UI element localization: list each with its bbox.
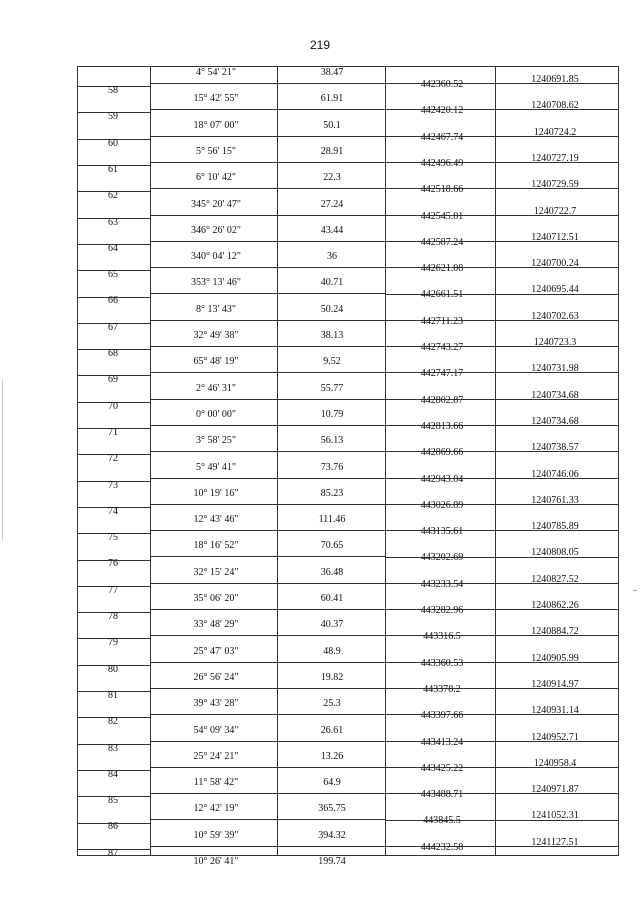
easting-cell: 1240734.68 — [531, 389, 579, 401]
point-number-cell: 63 — [108, 216, 118, 228]
table-row-rule — [150, 215, 385, 216]
table-row-rule — [77, 855, 618, 856]
table-row-rule — [150, 504, 385, 505]
point-number-cell: 77 — [108, 584, 118, 596]
easting-cell: 1240691.85 — [531, 74, 579, 85]
distance-cell: 56.13 — [320, 435, 344, 447]
point-number-cell: 71 — [108, 426, 118, 438]
point-number-cell: 81 — [108, 689, 118, 701]
table-row-rule — [150, 425, 385, 426]
easting-cell: 1240971.87 — [531, 784, 579, 796]
margin-scan-mark — [633, 590, 637, 591]
table-row-rule — [150, 530, 385, 531]
table-row-rule — [150, 688, 385, 689]
point-number-cell: 73 — [108, 479, 118, 491]
table-row-rule — [150, 583, 385, 584]
northing-cell: 442869.66 — [420, 447, 464, 459]
northing-cell: 443316.5 — [423, 631, 461, 643]
bearing-cell: 35° 06' 20" — [193, 593, 239, 604]
easting-cell: 1240746.06 — [531, 468, 579, 480]
bearing-cell: 25° 24' 21" — [193, 750, 239, 762]
distance-cell: 10.79 — [320, 408, 344, 420]
table-row-rule — [150, 83, 385, 84]
table-row-rule — [150, 819, 385, 820]
northing-cell: 442621.08 — [420, 263, 464, 275]
point-number-cell: 86 — [108, 821, 118, 833]
point-number-cell: 61 — [108, 163, 118, 175]
northing-cell: 442467.74 — [420, 131, 464, 143]
northing-cell: 442545.01 — [420, 210, 464, 222]
northing-cell: 443425.22 — [420, 762, 464, 774]
easting-cell: 1240931.14 — [531, 705, 579, 717]
northing-cell: 443135.61 — [420, 526, 464, 538]
distance-cell: 199.74 — [318, 856, 346, 867]
easting-cell: 1240695.44 — [531, 284, 579, 296]
distance-cell: 22.3 — [323, 172, 341, 184]
table-row-rule — [150, 846, 385, 847]
point-number-cell: 67 — [108, 321, 118, 333]
easting-cell: 1240808.05 — [531, 547, 579, 559]
table-row-rule — [150, 793, 385, 794]
distance-cell: 70.65 — [320, 540, 344, 552]
table-row-rule — [150, 346, 385, 347]
northing-cell: 442711.23 — [420, 315, 464, 327]
point-number-cell: 64 — [108, 242, 118, 254]
northing-cell: 442943.04 — [420, 473, 464, 485]
table-column-rule — [618, 66, 619, 856]
table-row-rule — [150, 556, 385, 557]
northing-cell: 443282.96 — [420, 605, 464, 616]
bearing-cell: 353° 13' 46" — [191, 277, 241, 289]
point-number-cell: 66 — [108, 295, 118, 307]
bearing-cell: 6° 10' 42" — [196, 172, 236, 184]
bearing-cell: 345° 20' 47" — [191, 198, 241, 210]
bearing-cell: 2° 46' 31" — [196, 382, 236, 394]
northing-cell: 443488.71 — [420, 789, 464, 801]
point-number-cell: 70 — [108, 400, 118, 412]
table-row-rule — [150, 767, 385, 768]
easting-cell: 1241127.51 — [531, 836, 579, 848]
table-row-rule — [150, 293, 385, 294]
easting-cell: 1240761.33 — [531, 494, 579, 506]
distance-cell: 38.47 — [320, 67, 344, 78]
distance-cell: 25.3 — [323, 698, 341, 710]
table-row-rule — [150, 399, 385, 400]
easting-cell: 1240724.2 — [533, 126, 577, 138]
distance-cell: 111.46 — [318, 514, 346, 526]
easting-cell: 1240722.7 — [533, 205, 577, 217]
easting-cell: 1240952.71 — [531, 731, 579, 743]
bearing-cell: 10° 26' 41" — [193, 856, 239, 867]
distance-cell: 50.24 — [320, 303, 344, 315]
bearing-cell: 18° 07' 00" — [193, 119, 239, 131]
distance-cell: 36.48 — [320, 566, 344, 578]
point-number-cell: 69 — [108, 374, 118, 386]
point-number-cell: 85 — [108, 795, 118, 807]
northing-cell: 442813.66 — [420, 420, 464, 432]
table-row-rule — [150, 267, 385, 268]
easting-cell: 1240723.3 — [533, 337, 577, 348]
northing-cell: 442802.87 — [420, 394, 464, 406]
point-number-cell: 79 — [108, 637, 118, 649]
distance-cell: 28.91 — [320, 145, 344, 157]
point-number-cell: 80 — [108, 663, 118, 675]
coordinate-table — [77, 66, 618, 867]
distance-cell: 85.23 — [320, 487, 344, 499]
northing-cell: 442496.49 — [420, 157, 464, 169]
point-number-cell: 78 — [108, 611, 118, 622]
easting-cell: 1241052.31 — [531, 810, 579, 822]
table-row-rule — [150, 714, 385, 715]
distance-cell: 60.41 — [320, 593, 344, 604]
bearing-cell: 346° 26' 02" — [191, 224, 241, 236]
northing-cell: 442661.51 — [420, 289, 464, 301]
bearing-cell: 39° 43' 28" — [193, 698, 239, 710]
bearing-cell: 25° 47' 03" — [193, 645, 239, 657]
easting-cell: 1240734.68 — [531, 415, 579, 427]
distance-cell: 26.61 — [320, 724, 344, 736]
bearing-cell: 4° 54' 21" — [196, 67, 236, 78]
northing-cell: 442420.12 — [420, 105, 464, 117]
northing-cell: 443202.69 — [420, 552, 464, 564]
point-number-cell: 68 — [108, 348, 118, 359]
bearing-cell: 3° 58' 25" — [196, 435, 236, 447]
distance-cell: 36 — [327, 251, 337, 263]
table-row-rule — [150, 741, 385, 742]
easting-cell: 1240712.51 — [531, 231, 579, 243]
table-row-rule — [150, 109, 385, 110]
table-row-rule — [150, 372, 385, 373]
northing-cell: 443378.2 — [423, 683, 461, 695]
distance-cell: 40.71 — [320, 277, 344, 289]
easting-cell: 1240729.59 — [531, 179, 579, 191]
northing-cell: 442743.27 — [420, 342, 464, 353]
margin-scan-mark — [2, 380, 3, 540]
table-row-rule — [150, 241, 385, 242]
easting-cell: 1240727.19 — [531, 152, 579, 164]
northing-cell: 442518.66 — [420, 184, 464, 196]
bearing-cell: 8° 13' 43" — [196, 303, 236, 315]
bearing-cell: 33° 48' 29" — [193, 619, 239, 631]
northing-cell: 443360.53 — [420, 657, 464, 669]
point-number-cell: 76 — [108, 558, 118, 570]
bearing-cell: 32° 49' 38" — [193, 330, 239, 341]
point-number-cell: 87 — [108, 847, 118, 859]
table-row-rule — [150, 162, 385, 163]
northing-cell: 442360.52 — [420, 79, 464, 90]
easting-cell: 1240731.98 — [531, 363, 579, 375]
easting-cell: 1240700.24 — [531, 258, 579, 270]
distance-cell: 365.75 — [318, 803, 346, 815]
table-row-rule — [150, 320, 385, 321]
easting-cell: 1240914.97 — [531, 678, 579, 690]
northing-cell: 444232.58 — [420, 841, 464, 853]
point-number-cell: 74 — [108, 505, 118, 517]
distance-cell: 394.32 — [318, 829, 346, 841]
distance-cell: 38.13 — [320, 330, 344, 341]
distance-cell: 48.9 — [323, 645, 341, 657]
point-number-cell: 60 — [108, 137, 118, 149]
distance-cell: 55.77 — [320, 382, 344, 394]
table-column-rule — [385, 66, 386, 856]
table-row-rule — [150, 609, 385, 610]
distance-cell: 9.52 — [323, 356, 341, 368]
easting-cell: 1240884.72 — [531, 626, 579, 638]
bearing-cell: 54° 09' 34" — [193, 724, 239, 736]
easting-cell: 1240702.63 — [531, 310, 579, 322]
bearing-cell: 15° 42' 55" — [193, 93, 239, 105]
point-number-cell: 62 — [108, 190, 118, 202]
northing-cell: 442747.17 — [420, 368, 464, 380]
easting-cell: 1240827.52 — [531, 573, 579, 585]
point-number-cell: 59 — [108, 111, 118, 123]
table-row-rule — [150, 451, 385, 452]
distance-cell: 13.26 — [320, 750, 344, 762]
northing-cell: 443413.24 — [420, 736, 464, 748]
bearing-cell: 5° 56' 15" — [196, 145, 236, 157]
bearing-cell: 18° 16' 52" — [193, 540, 239, 552]
distance-cell: 64.9 — [323, 777, 341, 789]
bearing-cell: 5° 49' 41" — [196, 461, 236, 473]
point-number-cell: 82 — [108, 716, 118, 728]
point-number-cell: 83 — [108, 742, 118, 754]
bearing-cell: 26° 56' 24" — [193, 671, 239, 683]
bearing-cell: 32° 15' 24" — [193, 566, 239, 578]
bearing-cell: 12° 42' 19" — [193, 803, 239, 815]
table-row-rule — [150, 635, 385, 636]
northing-cell: 443845.5 — [423, 815, 461, 827]
bearing-cell: 340° 04' 12" — [191, 251, 241, 263]
easting-cell: 1240905.99 — [531, 652, 579, 664]
distance-cell: 50.1 — [323, 119, 341, 131]
point-number-cell: 72 — [108, 453, 118, 465]
bearing-cell: 65° 48' 19" — [193, 356, 239, 368]
northing-cell: 443026.89 — [420, 499, 464, 511]
easting-cell: 1240958.4 — [533, 757, 577, 769]
easting-cell: 1240738.57 — [531, 442, 579, 454]
table-column-rule — [277, 66, 278, 856]
distance-cell: 73.76 — [320, 461, 344, 473]
bearing-cell: 10° 59' 39" — [193, 829, 239, 841]
table-row-rule — [150, 136, 385, 137]
table-row-rule — [150, 478, 385, 479]
northing-cell: 443397.66 — [420, 710, 464, 722]
bearing-cell: 10° 19' 16" — [193, 487, 239, 499]
point-number-cell: 75 — [108, 532, 118, 544]
distance-cell: 40.37 — [320, 619, 344, 631]
easting-cell: 1240785.89 — [531, 521, 579, 533]
northing-cell: 442587.24 — [420, 236, 464, 248]
easting-cell: 1240862.26 — [531, 600, 579, 611]
distance-cell: 61.91 — [320, 93, 344, 105]
distance-cell: 19.82 — [320, 671, 344, 683]
bearing-cell: 11° 58' 42" — [193, 777, 239, 789]
distance-cell: 27.24 — [320, 198, 344, 210]
distance-cell: 43.44 — [320, 224, 344, 236]
easting-cell: 1240708.62 — [531, 100, 579, 112]
table-row-rule — [150, 188, 385, 189]
point-number-cell: 84 — [108, 768, 118, 780]
table-row-rule — [77, 66, 618, 67]
page-number: 219 — [309, 38, 331, 52]
point-number-cell: 65 — [108, 269, 118, 281]
table-row-rule — [150, 662, 385, 663]
northing-cell: 443233.54 — [420, 578, 464, 590]
bearing-cell: 0° 00' 00" — [196, 408, 236, 420]
point-number-cell: 58 — [108, 85, 118, 96]
bearing-cell: 12° 43' 46" — [193, 514, 239, 526]
